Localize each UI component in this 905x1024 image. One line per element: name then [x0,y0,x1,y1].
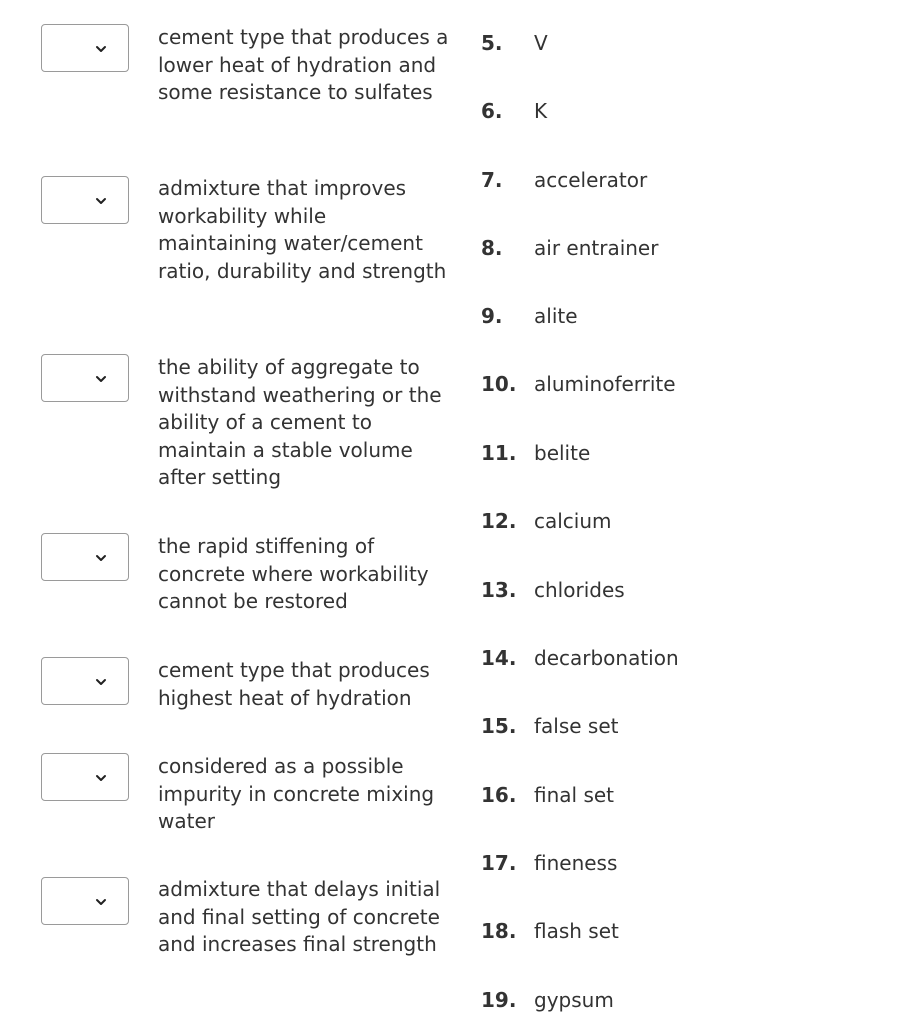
answer-text: accelerator [534,168,648,192]
answer-text: alite [534,304,578,328]
answer-number: 19. [481,988,517,1012]
answer-select[interactable] [41,354,129,402]
answer-text: decarbonation [534,646,679,670]
answer-number: 14. [481,646,517,670]
answer-option [481,985,741,1015]
answer-text: fineness [534,851,618,875]
question-prompt: the rapid stiffening of concrete where workability cannot be restored [158,534,429,614]
answer-number: 17. [481,851,517,875]
answer-select[interactable] [41,24,129,72]
answer-text: calcium [534,509,612,533]
answer-text: final set [534,783,615,807]
answer-option [481,506,741,536]
answer-number: 7. [481,168,503,192]
question-prompt: admixture that delays initial and final setting of concrete and increases final strength [158,877,441,957]
question-prompt: admixture that improves workability while maintaining water/cement ratio, durability and strength [158,176,447,283]
answer-number: 10. [481,372,517,396]
question-prompt: the ability of aggregate to withstand weathering or the ability of a cement to maintain a stable volume after setting [158,355,442,490]
answer-number: 12. [481,509,517,533]
answer-option [481,96,741,126]
answer-option [481,916,741,946]
answer-select[interactable] [41,176,129,224]
answer-option [481,369,741,399]
answer-number: 15. [481,714,517,738]
answer-select[interactable] [41,753,129,801]
answer-number: 8. [481,236,503,260]
chevron-down-icon [95,374,107,384]
answer-number: 16. [481,783,517,807]
answer-option [481,711,741,741]
question-prompt: considered as a possible impurity in concrete mixing water [158,754,435,834]
answer-option [481,575,741,605]
question-prompt: cement type that produces a lower heat of hydration and some resistance to sulfates [158,25,449,105]
question-prompt: cement type that produces highest heat of hydration [158,658,430,710]
answer-number: 11. [481,441,517,465]
answer-option [481,438,741,468]
chevron-down-icon [95,44,107,54]
answer-text: air entrainer [534,236,659,260]
answer-text: false set [534,714,619,738]
answer-text: chlorides [534,578,625,602]
answer-option [481,233,741,263]
answer-select[interactable] [41,877,129,925]
chevron-down-icon [95,897,107,907]
chevron-down-icon [95,773,107,783]
answer-option [481,780,741,810]
answer-text: gypsum [534,988,614,1012]
chevron-down-icon [95,196,107,206]
answer-number: 13. [481,578,517,602]
answer-option [481,28,741,58]
answer-number: 6. [481,99,503,123]
answer-select[interactable] [41,657,129,705]
answer-number: 18. [481,919,517,943]
answer-select[interactable] [41,533,129,581]
answer-text: V [534,31,548,55]
answer-text: aluminoferrite [534,372,676,396]
answer-text: K [534,99,548,123]
answer-option [481,848,741,878]
chevron-down-icon [95,553,107,563]
answer-text: belite [534,441,591,465]
answer-option [481,301,741,331]
chevron-down-icon [95,677,107,687]
answer-option [481,643,741,673]
answer-text: flash set [534,919,619,943]
answer-option [481,165,741,195]
answer-number: 9. [481,304,503,328]
answer-number: 5. [481,31,503,55]
